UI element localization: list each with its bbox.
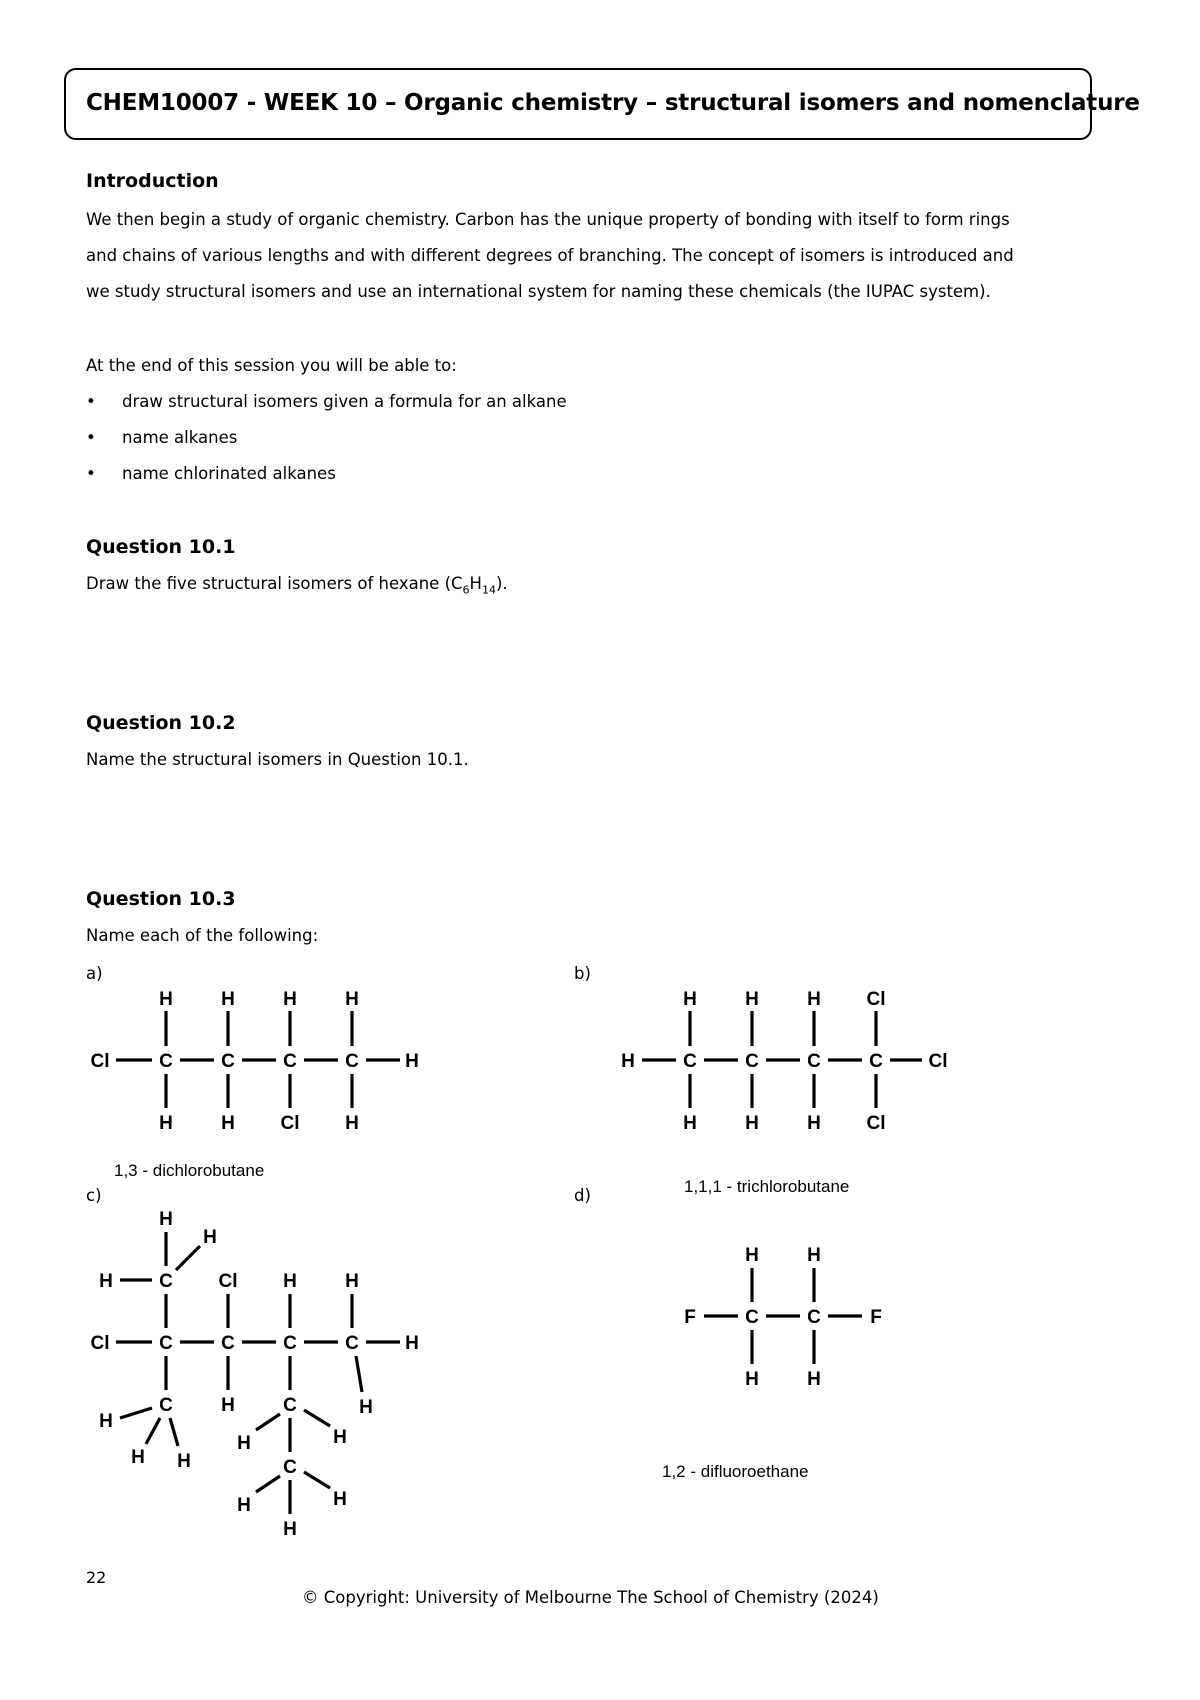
- atom-h: H: [283, 1519, 297, 1540]
- atom-h: H: [405, 1051, 419, 1072]
- atom-c: C: [283, 1395, 297, 1416]
- bond: [256, 1476, 280, 1492]
- atom-h: H: [807, 1245, 821, 1266]
- atom-cl: Cl: [866, 989, 886, 1010]
- q3-heading: Question 10.3: [86, 888, 236, 910]
- bullet-icon: •: [86, 464, 96, 483]
- atom-c: C: [807, 1307, 821, 1328]
- intro-heading: Introduction: [86, 170, 219, 192]
- page-title: CHEM10007 - WEEK 10 – Organic chemistry – structural isomers and nomenclature: [86, 90, 1140, 116]
- bullet-icon: •: [86, 392, 96, 411]
- outcome-item: name chlorinated alkanes: [122, 464, 336, 483]
- page-number: 22: [86, 1568, 107, 1587]
- atom-cl: Cl: [90, 1333, 110, 1354]
- atom-h: H: [683, 989, 697, 1010]
- atom-h: H: [621, 1051, 635, 1072]
- atom-h: H: [345, 1271, 359, 1292]
- atom-h: H: [99, 1271, 113, 1292]
- intro-line-1: We then begin a study of organic chemistry. Carbon has the unique property of bonding with itself to form rings: [86, 210, 1010, 229]
- atom-h: H: [745, 989, 759, 1010]
- atom-h: H: [333, 1427, 347, 1448]
- atom-h: H: [683, 1113, 697, 1134]
- atom-c: C: [745, 1307, 759, 1328]
- atom-h: H: [237, 1495, 251, 1516]
- outcomes-lead: At the end of this session you will be able to:: [86, 356, 457, 375]
- atom-h: H: [807, 1113, 821, 1134]
- atom-cl: Cl: [866, 1113, 886, 1134]
- bullet-icon: •: [86, 428, 96, 447]
- atom-c: C: [221, 1051, 235, 1072]
- atom-h: H: [345, 989, 359, 1010]
- copyright: © Copyright: University of Melbourne The School of Chemistry (2024): [302, 1588, 879, 1607]
- label-d: d): [574, 1186, 591, 1205]
- atom-f: F: [684, 1307, 696, 1328]
- atom-h: H: [221, 989, 235, 1010]
- atom-h: H: [159, 989, 173, 1010]
- atom-h: H: [359, 1397, 373, 1418]
- atom-h: H: [221, 1113, 235, 1134]
- q1-text: Draw the five structural isomers of hexane $(C_6H_{14})$.: [86, 574, 508, 597]
- bond: [176, 1246, 200, 1270]
- answer-d: 1,2 - difluoroethane: [662, 1462, 809, 1481]
- atom-h: H: [333, 1489, 347, 1510]
- atom-h: H: [807, 1369, 821, 1390]
- atom-h: H: [745, 1245, 759, 1266]
- bond: [170, 1418, 178, 1446]
- atom-f: F: [870, 1307, 882, 1328]
- atom-c: C: [683, 1051, 697, 1072]
- atom-c: C: [345, 1333, 359, 1354]
- bond: [256, 1414, 280, 1430]
- label-c: c): [86, 1186, 102, 1205]
- atom-h: H: [237, 1433, 251, 1454]
- atom-c: C: [159, 1051, 173, 1072]
- atom-h: H: [131, 1447, 145, 1468]
- atom-c: C: [159, 1271, 173, 1292]
- intro-line-3: we study structural isomers and use an international system for naming these chemicals (the IUPAC system).: [86, 282, 991, 301]
- bond: [304, 1410, 330, 1426]
- atom-h: H: [745, 1113, 759, 1134]
- atom-cl: Cl: [90, 1051, 110, 1072]
- atom-h: H: [807, 989, 821, 1010]
- bond: [356, 1356, 362, 1392]
- outcome-item: name alkanes: [122, 428, 238, 447]
- atom-h: H: [283, 1271, 297, 1292]
- atom-h: H: [177, 1451, 191, 1472]
- atom-h: H: [405, 1333, 419, 1354]
- atom-c: C: [807, 1051, 821, 1072]
- atom-cl: Cl: [218, 1271, 238, 1292]
- answer-a: 1,3 - dichlorobutane: [114, 1161, 265, 1180]
- atom-cl: Cl: [280, 1113, 300, 1134]
- atom-h: H: [159, 1209, 173, 1230]
- atom-c: C: [283, 1051, 297, 1072]
- intro-line-2: and chains of various lengths and with different degrees of branching. The concept of isomers is introduced and: [86, 246, 1014, 265]
- q1-heading: Question 10.1: [86, 536, 236, 558]
- label-a: a): [86, 964, 103, 983]
- atom-c: C: [869, 1051, 883, 1072]
- answer-b: 1,1,1 - trichlorobutane: [684, 1177, 850, 1196]
- atom-h: H: [221, 1395, 235, 1416]
- bond: [304, 1472, 330, 1488]
- atom-c: C: [283, 1457, 297, 1478]
- atoms: [91, 989, 948, 1540]
- outcome-item: draw structural isomers given a formula for an alkane: [122, 392, 567, 411]
- atom-h: H: [345, 1113, 359, 1134]
- atom-h: H: [745, 1369, 759, 1390]
- atom-c: C: [745, 1051, 759, 1072]
- atom-h: H: [159, 1113, 173, 1134]
- bond: [120, 1408, 152, 1418]
- atom-cl: Cl: [928, 1051, 948, 1072]
- label-b: b): [574, 964, 591, 983]
- atom-c: C: [159, 1395, 173, 1416]
- bond: [146, 1418, 160, 1444]
- q2-text: Name the structural isomers in Question 10.1.: [86, 750, 469, 769]
- atom-h: H: [99, 1411, 113, 1432]
- atom-h: H: [283, 989, 297, 1010]
- atom-c: C: [345, 1051, 359, 1072]
- q3-text: Name each of the following:: [86, 926, 319, 945]
- atom-c: C: [159, 1333, 173, 1354]
- atom-c: C: [283, 1333, 297, 1354]
- atom-c: C: [221, 1333, 235, 1354]
- q2-heading: Question 10.2: [86, 712, 236, 734]
- atom-h: H: [203, 1227, 217, 1248]
